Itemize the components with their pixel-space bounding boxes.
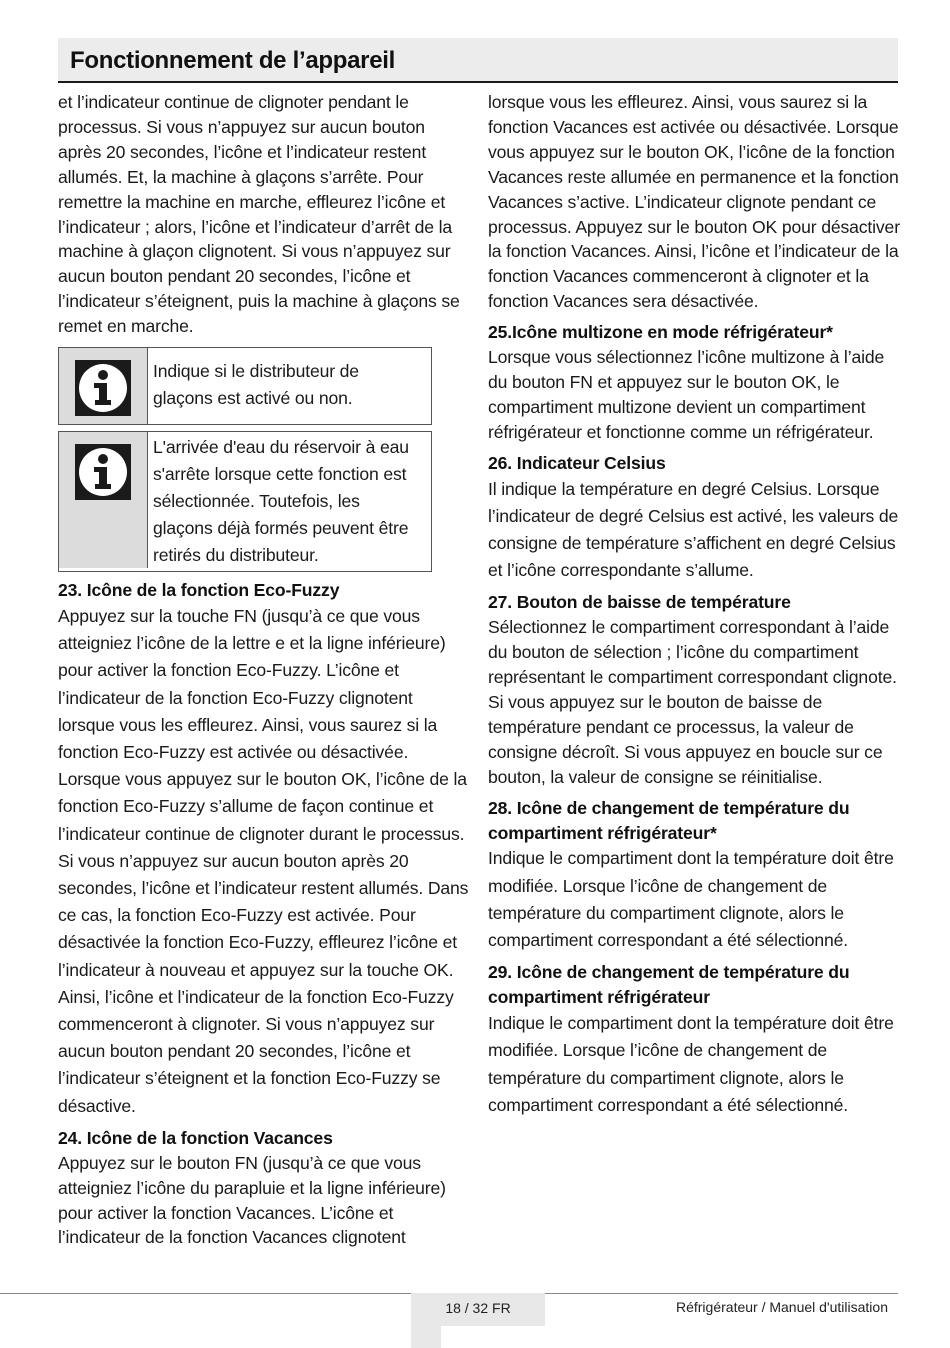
section-27-title: 27. Bouton de baisse de température <box>488 592 791 613</box>
info-note-2-text: L'arrivée d'eau du réservoir à eau s'arrête lorsque cette fonction est sélectionnée. Toutefois, les glaçons déjà formés peuvent être retirés du distributeur. <box>153 437 409 566</box>
right-column <box>488 90 900 1119</box>
section-28-title: 28. Icône de changement de température du compartiment réfrigérateur* <box>488 797 850 843</box>
section-23-title: 23. Icône de la fonction Eco-Fuzzy <box>58 580 340 601</box>
info-note-2 <box>58 431 432 572</box>
page-header <box>58 38 898 83</box>
section-29-body: Indique le compartiment dont la température doit être modifiée. Lorsque l’icône de changement de température du compartiment clignote, alors le compartiment correspondant a été sélectionné. <box>488 1013 894 1115</box>
section-27-body: Sélectionnez le compartiment correspondant à l’aide du bouton de sélection ; l’icône du compartiment représentant le compartiment correspondant clignote. Si vous appuyez sur le bouton de baisse de température pendant ce processus, la valeur de consigne décroît. Si vous appuyez en boucle sur ce bouton, la valeur de consigne se réinitialise. <box>488 617 897 787</box>
section-28-body: Indique le compartiment dont la température doit être modifiée. Lorsque l’icône de changement de température du compartiment clignote, alors le compartiment correspondant a été sélectionné. <box>488 848 894 951</box>
vacances-continued: lorsque vous les effleurez. Ainsi, vous saurez si la fonction Vacances est activée ou désactivée. Lorsque vous appuyez sur le bouton OK, l’icône de la fonction Vacances reste allumée en permanence et la fonction Vacances s’active. L’indicateur clignote pendant ce processus. Appuyez sur le bouton OK pour désactiver la fonction Vacances. Ainsi, l’icône et l’indicateur de la fonction Vacances commenceront à clignoter et la fonction Vacances sera désactivée. <box>488 92 900 312</box>
section-24-body: Appuyez sur le bouton FN (jusqu’à ce que vous atteigniez l’icône du parapluie et la ligne inférieure) pour activer la fonction Vacances. L’icône et l’indicateur de la fonction Vacances clignotent <box>58 1152 446 1248</box>
intro-paragraph: et l’indicateur continue de clignoter pendant le processus. Si vous n’appuyez sur aucun bouton après 20 secondes, l’icône et l’indicateur restent allumés. Et, la machine à glaçons s’arrête. Pour remettre la machine en marche, effleurez l’icône et l’indicateur ; alors, l’icône et l’indicateur d’arrêt de la machine à glaçon clignotent. Si vous n’appuyez sur aucun bouton pendant 20 secondes, l’icône et l’indicateur s’éteignent, puis la machine à glaçons se remet en marche. <box>58 92 460 337</box>
info-icon-cell <box>59 348 148 424</box>
info-note-1 <box>58 347 432 425</box>
info-icon-cell <box>59 432 148 568</box>
section-25-body: Lorsque vous sélectionnez l’icône multizone à l’aide du bouton FN et appuyez sur le bouton OK, le compartiment multizone devient un compartiment réfrigérateur et fonctionne comme un réfrigérateur. <box>488 347 885 442</box>
section-24-title: 24. Icône de la fonction Vacances <box>58 1127 333 1148</box>
page-number: 18 / 32 FR <box>445 1300 511 1316</box>
section-26-body: Il indique la température en degré Celsius. Lorsque l’indicateur de degré Celsius est activé, les valeurs de consigne de température s’affichent en degré Celsius et l’icône correspondante s’allume. <box>488 478 899 581</box>
info-icon <box>75 360 131 416</box>
section-25-title: 25.Icône multizone en mode réfrigérateur* <box>488 322 833 343</box>
section-26-title: 26. Indicateur Celsius <box>488 452 666 473</box>
info-icon <box>75 444 131 500</box>
info-note-1-text: Indique si le distributeur de glaçons est activé ou non. <box>153 361 359 409</box>
page-title: Fonctionnement de l’appareil <box>70 47 395 74</box>
section-23-body: Appuyez sur la touche FN (jusqu’à ce que vous atteigniez l’icône de la lettre e et la ligne inférieure) pour activer la fonction Eco-Fuzzy. L’icône et l’indicateur de la fonction Eco-Fuzzy clignotent lorsque vous les effleurez. Ainsi, vous saurez si la fonction Eco-Fuzzy est activée ou désactivée. Lorsque vous appuyez sur le bouton OK, l’icône de la fonction Eco-Fuzzy s’allume de façon continue et l’indicateur continue de clignoter durant le processus. Si vous n’appuyez sur aucun bouton après 20 secondes, l’icône et l’indicateur restent allumés. Dans ce cas, la fonction Eco-Fuzzy est activée. Pour désactivée la fonction Eco-Fuzzy, effleurez l’icône et l’indicateur à nouveau et appuyez sur la touche OK. Ainsi, l’icône et l’indicateur de la fonction Eco-Fuzzy commenceront à clignoter. Si vous n’appuyez sur aucun bouton pendant 20 secondes, l’icône et l’indicateur s’éteignent et la fonction Eco-Fuzzy se désactive. <box>58 605 469 1116</box>
footer-doc-title: Réfrigérateur / Manuel d'utilisation <box>675 1299 888 1315</box>
left-column <box>58 90 470 1250</box>
section-29-title: 29. Icône de changement de température du compartiment réfrigérateur <box>488 962 850 1008</box>
page-number-tab <box>411 1326 441 1348</box>
